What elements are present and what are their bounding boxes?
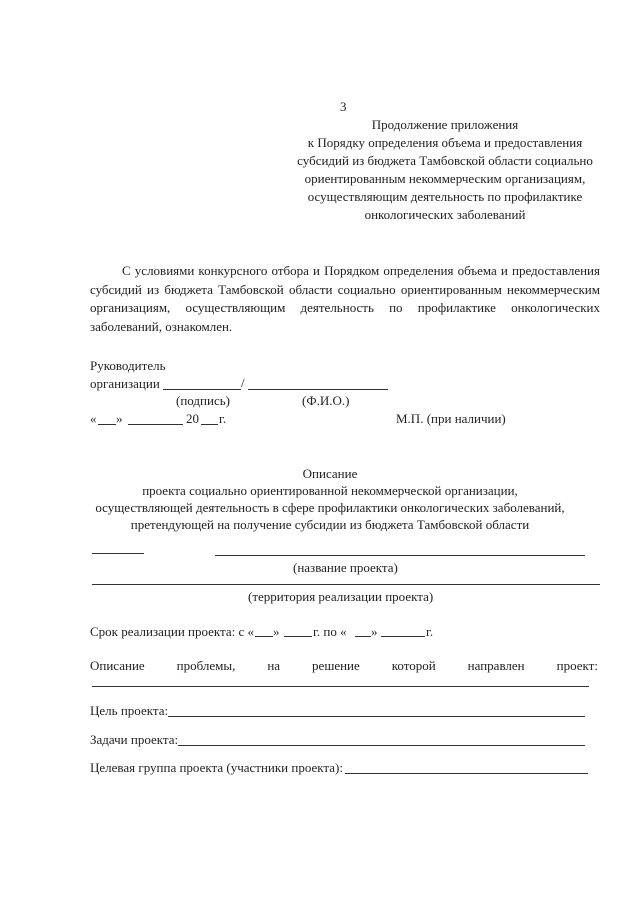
territory-caption: (территория реализации проекта) <box>248 589 434 604</box>
head-label: Руководитель <box>90 358 166 373</box>
goal-label: Цель проекта: <box>90 703 169 718</box>
appendix-line: к Порядку определения объема и предоставления <box>307 135 583 150</box>
paragraph-line: субсидий из бюджета Тамбовской области социально ориентированным некоммерческим <box>90 281 600 297</box>
org-label: организации <box>90 376 160 391</box>
description-line: проекта социально ориентированной некоммерческой организации, <box>142 483 518 498</box>
project-name-caption: (название проекта) <box>293 560 398 575</box>
date-year-line[interactable] <box>201 424 218 425</box>
appendix-line: ориентированным некоммерческим организациям, <box>304 171 586 186</box>
appendix-line: Продолжение приложения <box>371 117 519 132</box>
problem-word: Описание <box>90 658 145 673</box>
term-quote: » <box>371 624 378 639</box>
appendix-line: субсидий из бюджета Тамбовской области социально <box>297 153 593 168</box>
acknowledgement-paragraph <box>90 262 600 336</box>
description-title: Описание <box>302 466 358 481</box>
term-start-month-line[interactable] <box>284 636 312 637</box>
date-month-line[interactable] <box>128 424 183 425</box>
description-header <box>60 465 600 533</box>
problem-word: которой <box>391 658 436 673</box>
problem-word: направлен <box>467 658 525 673</box>
problem-line[interactable] <box>92 686 589 687</box>
territory-line[interactable] <box>92 584 600 585</box>
paragraph-line: заболеваний, ознакомлен. <box>90 318 233 334</box>
target-group-line[interactable] <box>345 773 588 774</box>
tasks-line[interactable] <box>178 745 585 746</box>
term-quote: » <box>273 624 280 639</box>
project-name-line-left[interactable] <box>92 553 144 554</box>
term-to-label: г. по « <box>313 624 347 639</box>
goal-line[interactable] <box>168 716 585 717</box>
stamp-note: М.П. (при наличии) <box>396 411 506 426</box>
tasks-label: Задачи проекта: <box>90 732 179 747</box>
date-close-quote: » <box>116 411 123 426</box>
page-number: 3 <box>340 99 347 114</box>
term-end-day-line[interactable] <box>355 636 371 637</box>
term-end-label: г. <box>426 624 434 639</box>
date-open-quote: « <box>90 411 97 426</box>
problem-word: проект: <box>556 658 598 673</box>
appendix-line: осуществляющим деятельность по профилактике <box>307 189 583 204</box>
date-day-line[interactable] <box>98 424 116 425</box>
year-suffix: г. <box>219 411 227 426</box>
slash: / <box>241 375 245 390</box>
appendix-header <box>275 116 615 224</box>
fio-line[interactable] <box>248 389 388 390</box>
term-start-day-line[interactable] <box>255 636 273 637</box>
appendix-line: онкологических заболеваний <box>364 207 526 222</box>
term-end-month-line[interactable] <box>381 636 425 637</box>
target-group-label: Целевая группа проекта (участники проекта): <box>90 760 343 775</box>
problem-word: на <box>267 658 281 673</box>
fio-caption: (Ф.И.О.) <box>302 393 350 408</box>
term-label: Срок реализации проекта: с « <box>90 624 255 639</box>
year-prefix: 20 <box>186 411 199 426</box>
description-line: осуществляющей деятельность в сфере профилактики онкологических заболеваний, <box>95 500 565 515</box>
problem-word: проблемы, <box>176 658 236 673</box>
description-line: претендующей на получение субсидии из бюджета Тамбовской области <box>130 517 530 532</box>
signature-line[interactable] <box>163 389 241 390</box>
project-name-line[interactable] <box>215 555 585 556</box>
signature-caption: (подпись) <box>176 393 230 408</box>
problem-word: решение <box>312 658 360 673</box>
paragraph-line: С условиями конкурсного отбора и Порядком определения объема и предоставления <box>122 263 600 278</box>
paragraph-line: организациям, осуществляющим деятельность по профилактике онкологических <box>90 300 600 315</box>
problem-label <box>90 658 598 674</box>
